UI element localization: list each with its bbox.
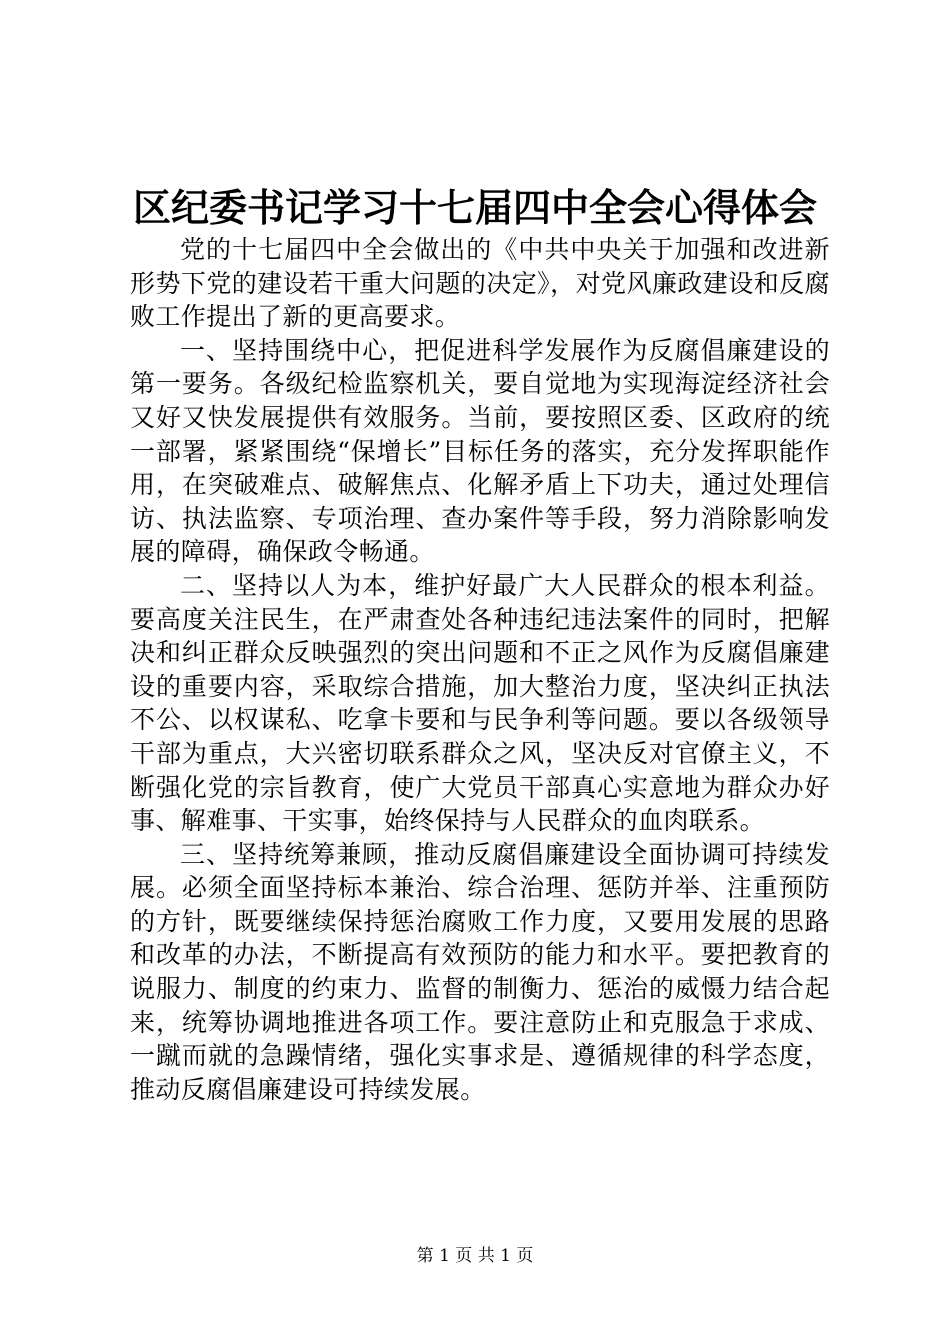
paragraph-point-three: 三、坚持统筹兼顾，推动反腐倡廉建设全面协调可持续发展。必须全面坚持标本兼治、综合治理、惩防并举、注重预防的方针，既要继续保持惩治腐败工作力度，又要用发展的思路和改革的办法，不断提高有效预防的能力和水平。要把教育的说服力、制度的约束力、监督的制衡力、惩治的威慑力结合起来，统筹协调地推进各项工作。要注意防止和克服急于求成、一蹴而就的急躁情绪，强化实事求是、遵循规律的科学态度，推动反腐倡廉建设可持续发展。 (130, 839, 830, 1104)
page-number-footer: 第 1 页 共 1 页 (416, 1246, 534, 1266)
document-title: 区纪委书记学习十七届四中全会心得体会 (132, 185, 817, 230)
paragraph-point-one: 一、坚持围绕中心，把促进科学发展作为反腐倡廉建设的第一要务。各级纪检监察机关，要自觉地为实现海淀经济社会又好又快发展提供有效服务。当前，要按照区委、区政府的统一部署，紧紧围绕“保增长”目标任务的落实，充分发挥职能作用，在突破难点、破解焦点、化解矛盾上下功夫，通过处理信访、执法监察、专项治理、查办案件等手段，努力消除影响发展的障碍，确保政令畅通。 (130, 335, 830, 567)
document-body (130, 233, 830, 1106)
paragraph-intro: 党的十七届四中全会做出的《中共中央关于加强和改进新形势下党的建设若干重大问题的决定》，对党风廉政建设和反腐败工作提出了新的更高要求。 (130, 235, 830, 332)
paragraph-point-two: 二、坚持以人为本，维护好最广大人民群众的根本利益。要高度关注民生，在严肃查处各种违纪违法案件的同时，把解决和纠正群众反映强烈的突出问题和不正之风作为反腐倡廉建设的重要内容，采取综合措施，加大整治力度，坚决纠正执法不公、以权谋私、吃拿卡要和与民争利等问题。要以各级领导干部为重点，大兴密切联系群众之风，坚决反对官僚主义，不断强化党的宗旨教育，使广大党员干部真心实意地为群众办好事、解难事、干实事，始终保持与人民群众的血肉联系。 (130, 570, 830, 836)
